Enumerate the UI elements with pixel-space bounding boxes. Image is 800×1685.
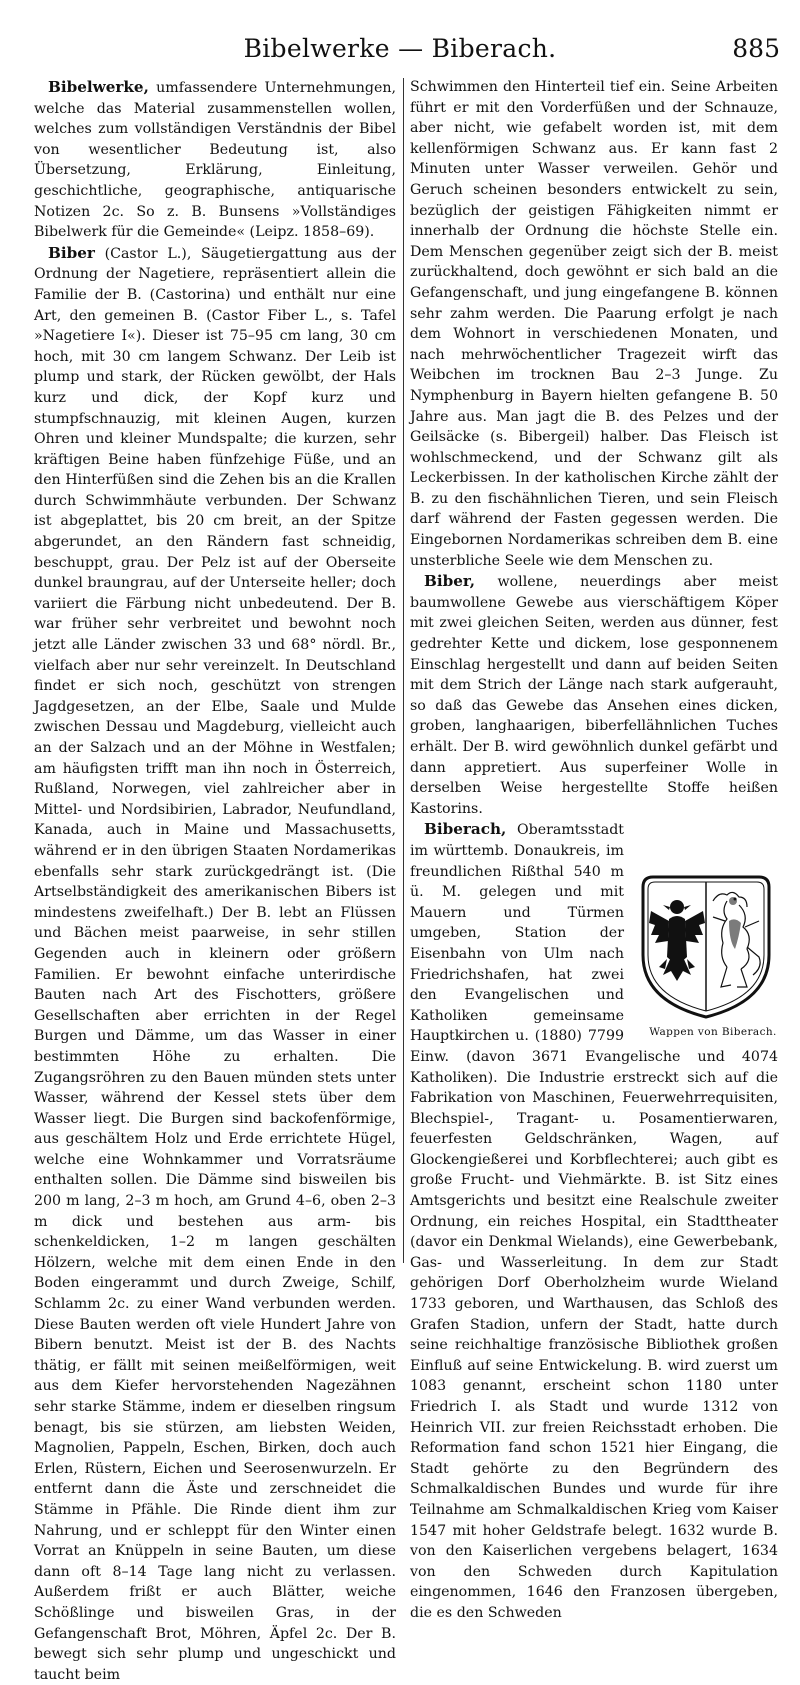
headword-biber: Biber (48, 243, 95, 262)
coat-of-arms-figure (630, 871, 782, 1039)
entry-bibelwerke-text: umfassendere Unternehmungen, welche das Material zusammenstellen wollen, welches zum vollständigen Verständnis der Bibel von wesentlicher Bedeutung ist, also Übersetzung, Erklärung, Einleitung, geschichtliche, geographische, antiquarische Notizen 2c. So z. B. Bunsens »Vollständiges Bibelwerk für die Gemeinde« (Leipz. 1858–69). (34, 80, 397, 241)
entry-bibelwerke (34, 77, 396, 243)
entry-biber (34, 243, 396, 1685)
entry-biber-fabric-text: wollene, neuerdings aber meist baumwollene Gewebe aus vierschäftigem Köper mit zwei gleichen Seiten, werden aus dünner, fest gedrehter Kette und dickem, lose gesponnenem Einschlag hergestellt und dann auf beiden Seiten mit dem Strich der Länge nach stark aufgerauht, so daß das Gewebe das Ansehen eines dicken, groben, langhaarigen, biberfellähnlichen Tuches erhält. Der B. wird gewöhnlich dunkel gefärbt und dann appretiert. Aus superfeiner Wolle in derselben Weise hergestellte Stoffe heißen Kastorins. (410, 574, 778, 817)
entry-biber-continued: Schwimmen den Hinterteil tief ein. Seine Arbeiten führt er mit den Vorderfüßen und der Schnauze, aber nicht, wie gefabelt worden ist, mit dem kellenförmigen Schwanz aus. Er kann fast 2 Minuten unter Wasser verweilen. Gehör und Geruch scheinen besonders entwickelt zu sein, bezüglich der geistigen Fähigkeiten nimmt er innerhalb der Ordnung die höchste Stelle ein. Dem Menschen gegenüber zeigt sich der B. meist zurückhaltend, doch gewöhnt er sich bald an die Gefangenschaft, und jung eingefangene B. können sehr zahm werden. Die Paarung erfolgt je nach dem Wohnort in verschiedenen Monaten, und nach mehrwöchentlicher Tragezeit wirft das Weibchen im trocknen Bau 2–3 Junge. Zu Nymphenburg in Bayern hielten gefangene B. 50 Jahre aus. Man jagt die B. des Pelzes und der Geilsäcke (s. Bibergeil) halber. Das Fleisch ist wohlschmeckend, und der Schwanz gilt als Leckerbissen. In der katholischen Kirche zählt der B. zu den fischähnlichen Tieren, und sein Fleisch darf während der Fasten gegessen werden. Die Eingebornen Nordamerikas schreiben dem B. eine unsterbliche Seele wie dem Menschen zu. (410, 79, 778, 569)
headword-bibelwerke: Bibelwerke, (48, 78, 149, 96)
page-header (0, 34, 800, 74)
entry-biberach-text: Oberamtsstadt im württemb. Donaukreis, im freundlichen Rißthal 540 m ü. M. gelegen und mit Mauern und Türmen umgeben, Station der Eisenbahn von Ulm nach Friedrichshafen, hat zwei den Evangelischen und Katholiken gemeinsame Hauptkirchen u. (1880) 7799 Einw. (davon 3671 Evangelische und 4074 Katholiken). Die Industrie erstreckt sich auf die Fabrikation von Maschinen, Feuerwehrrequisiten, Blechspiel-, Tragant- u. Posamentierwaren, feuerfesten Geldschränken, Wagen, auf Glockengießerei und Korbflechterei; auch gibt es große Frucht- und Viehmärkte. B. ist Sitz eines Amtsgerichts und besitzt eine Realschule zweiter Ordnung, ein reiches Hospital, ein Stadttheater (davor ein Denkmal Wielands), eine Gewerbebank, Gas- und Wasserleitung. In dem zur Stadt gehörigen Dorf Oberholzheim wurde Wieland 1733 geboren, und Warthausen, das Schloß des Grafen Stadion, unfern der Stadt, hatte durch seine reichhaltige französische Bibliothek großen Einfluß auf seine Entwickelung. B. wird zuerst um 1083 genannt, erscheint schon 1180 unter Friedrich I. als Stadt und wurde 1312 von Heinrich VII. zur freien Reichsstadt erhoben. Die Reformation fand schon 1521 hier Eingang, die Stadt gehörte zu den Begründern des Schmalkaldischen Bundes und wurde für ihre Teilnahme am Schmalkaldischen Krieg vom Kaiser 1547 mit hoher Geldstrafe belegt. 1632 wurde B. von den Kaiserlichen vergebens belagert, 1634 von den Schweden durch Kapitulation eingenommen, 1646 den Franzosen übergeben, die es den Schweden (410, 822, 778, 1621)
page-number: 885 (732, 34, 780, 63)
left-column (34, 77, 396, 1685)
entry-biber-fabric (410, 571, 778, 819)
entry-biberach (410, 819, 778, 1623)
entry-biber-text: (Castor L.), Säugetiergattung aus der Ordnung der Nagetiere, repräsentiert allein die Familie der B. (Castorina) und enthält nur eine Art, den gemeinen B. (Castor Fiber L., s. Tafel »Nagetiere I«). Dieser ist 75–95 cm lang, 30 cm hoch, mit 30 cm langem Schwanz. Der Leib ist plump und stark, der Rücken gewölbt, der Hals kurz und dick, der Kopf kurz und stumpfschnauzig, mit kleinen Augen, kurzen Ohren und kleiner Mundspalte; die kurzen, sehr kräftigen Beine haben fünfzehige Füße, und an den Hinterfüßen sind die Zehen bis an die Krallen durch Schwimmhäute verbunden. Der Schwanz ist abgeplattet, bis 20 cm breit, an der Spitze abgerundet, an den Rändern fast schneidig, beschuppt, grau. Der Pelz ist auf der Oberseite dunkel braungrau, auf der Unterseite heller; doch variiert die Färbung nicht unbedeutend. Der B. war früher sehr verbreitet und bewohnt noch jetzt alle Länder zwischen 33 und 68° nördl. Br., vielfach aber nur sehr vereinzelt. In Deutschland findet er sich noch, geschützt von strengen Jagdgesetzen, an der Elbe, Saale und Mulde zwischen Dessau und Magdeburg, vielleicht auch an der Salzach und an der Möhne in Westfalen; am häufigsten trifft man ihn noch in Österreich, Rußland, Norwegen, viel zahlreicher aber in Mittel- und Nordsibirien, Labrador, Neufundland, Kanada, auch in Maine und Massachusetts, während er in den übrigen Staaten Nordamerikas ebenfalls sehr stark zurückgedrängt ist. (Die Artselbständigkeit des amerikanischen Bibers ist mindestens zweifelhaft.) Der B. lebt an Flüssen und Bächen meist paarweise, in sehr stillen Gegenden auch in kleinern oder größern Familien. Er bewohnt einfache unterirdische Bauten nach Art des Fischotters, größere Gesellschaften aber errichten in der Regel Burgen und Dämme, um das Wasser in einer bestimmten Höhe zu erhalten. Die Zugangsröhren zu den Bauen münden stets unter Wasser, während der Kessel stets über dem Wasser liegt. Die Burgen sind backofenförmige, aus geschältem Holz und Erde errichtete Hügel, welche eine Wohnkammer und Vorratsräume enthalten sollen. Die Dämme sind bisweilen bis 200 m lang, 2–3 m hoch, am Grund 4–6, oben 2–3 m dick und bestehen aus arm- bis schenkeldicken, 1–2 m langen geschälten Hölzern, welche mit dem einen Ende in den Boden eingerammt und durch Zweige, Schilf, Schlamm 2c. zu einer Wand verbunden werden. Diese Bauten werden oft viele Hundert Jahre von Bibern benutzt. Meist ist der B. des Nachts thätig, er fällt mit seinen meißelförmigen, weit aus dem Kiefer hervorstehenden Nagezähnen sehr starke Stämme, indem er dieselben ringsum benagt, bis sie stürzen, am liebsten Weiden, Magnolien, Pappeln, Eschen, Birken, doch auch Erlen, Rüstern, Eichen und Seerosenwurzeln. Er entfernt dann die Äste und zerschneidet die Stämme in Pfähle. Die Rinde dient ihm zur Nahrung, und er schleppt für den Winter einen Vorrat an Knüppeln in seine Bauten, um diese dann oft 8–14 Tage lang nicht zu verlassen. Außerdem frißt er auch Blätter, weiche Schößlinge und bisweilen Gras, in der Gefangenschaft Brot, Möhren, Äpfel 2c. Der B. bewegt sich sehr plump und ungeschickt und taucht beim (34, 245, 396, 1683)
running-title: Bibelwerke — Biberach. (243, 34, 557, 63)
headword-biber-fabric: Biber, (424, 572, 476, 591)
column-divider (403, 78, 404, 1263)
right-column (410, 77, 778, 1624)
figure-caption: Wappen von Biberach. (649, 1026, 777, 1039)
coat-of-arms-icon (635, 871, 777, 1021)
headword-biberach: Biberach, (424, 820, 507, 839)
